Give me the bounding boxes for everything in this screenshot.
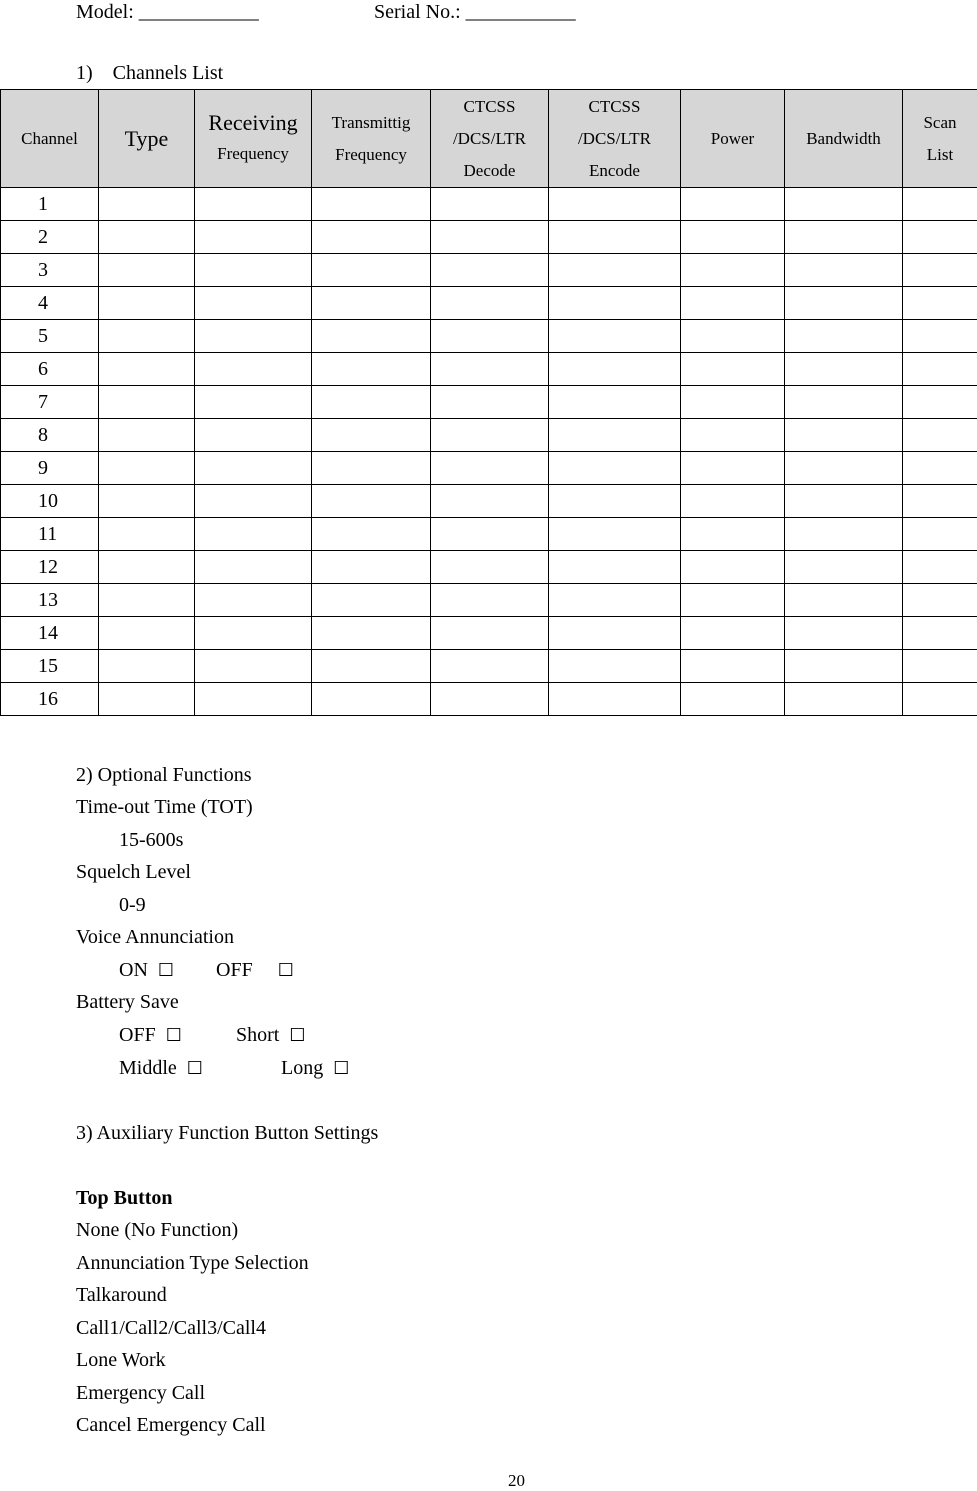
blank-entry-cell[interactable] (312, 650, 431, 683)
battery-off-option (119, 1023, 182, 1048)
table-row (1, 518, 977, 551)
channel-number-cell: 4 (1, 287, 99, 320)
blank-entry-cell[interactable] (99, 287, 195, 320)
blank-entry-cell[interactable] (549, 584, 681, 617)
battery-middle-checkbox[interactable]: ☐ (187, 1058, 203, 1079)
blank-entry-cell[interactable] (312, 551, 431, 584)
blank-entry-cell[interactable] (431, 320, 549, 353)
blank-entry-cell[interactable] (312, 386, 431, 419)
blank-entry-cell[interactable] (549, 518, 681, 551)
channel-number-cell: 16 (1, 683, 99, 716)
voice-on-checkbox[interactable]: ☐ (158, 960, 174, 981)
table-row (1, 254, 977, 287)
tot-label: Time-out Time (TOT) (76, 795, 253, 819)
col-header-power: Power (681, 90, 785, 188)
battery-middle-label: Middle (119, 1057, 177, 1079)
channel-number-cell: 3 (1, 254, 99, 287)
blank-entry-cell[interactable] (785, 518, 903, 551)
blank-entry-cell[interactable] (681, 320, 785, 353)
top-button-option: Lone Work (76, 1348, 166, 1372)
battery-long-option (281, 1056, 349, 1081)
blank-entry-cell[interactable] (99, 320, 195, 353)
channel-number-cell: 15 (1, 650, 99, 683)
blank-entry-cell[interactable] (785, 419, 903, 452)
blank-entry-cell[interactable] (903, 584, 977, 617)
channel-number-cell: 7 (1, 386, 99, 419)
blank-entry-cell[interactable] (549, 221, 681, 254)
channel-number-cell: 1 (1, 188, 99, 221)
blank-entry-cell[interactable] (681, 683, 785, 716)
blank-entry-cell[interactable] (431, 452, 549, 485)
blank-entry-cell[interactable] (549, 320, 681, 353)
blank-entry-cell[interactable] (549, 551, 681, 584)
top-button-option: Emergency Call (76, 1381, 205, 1405)
battery-short-label: Short (236, 1024, 279, 1046)
blank-entry-cell[interactable] (312, 320, 431, 353)
channel-number-cell: 10 (1, 485, 99, 518)
blank-entry-cell[interactable] (99, 683, 195, 716)
col-header-bandwidth: Bandwidth (785, 90, 903, 188)
optional-functions-title: 2) Optional Functions (76, 763, 252, 787)
blank-entry-cell[interactable] (312, 254, 431, 287)
table-row (1, 551, 977, 584)
table-row (1, 584, 977, 617)
blank-entry-cell[interactable] (312, 584, 431, 617)
channel-number-cell: 8 (1, 419, 99, 452)
voice-off-option (216, 958, 294, 983)
top-button-option: Annunciation Type Selection (76, 1251, 309, 1275)
blank-entry-cell[interactable] (903, 353, 977, 386)
blank-entry-cell[interactable] (99, 518, 195, 551)
blank-entry-cell[interactable] (99, 188, 195, 221)
col-header-type: Type (99, 90, 195, 188)
voice-off-checkbox[interactable]: ☐ (278, 960, 294, 981)
table-row (1, 353, 977, 386)
page-number: 20 (508, 1471, 525, 1491)
blank-entry-cell[interactable] (195, 287, 312, 320)
table-row (1, 188, 977, 221)
blank-entry-cell[interactable] (549, 254, 681, 287)
battery-short-checkbox[interactable]: ☐ (289, 1025, 305, 1046)
blank-entry-cell[interactable] (312, 518, 431, 551)
blank-entry-cell[interactable] (903, 188, 977, 221)
blank-entry-cell[interactable] (681, 650, 785, 683)
blank-entry-cell[interactable] (99, 485, 195, 518)
blank-entry-cell[interactable] (785, 353, 903, 386)
blank-entry-cell[interactable] (903, 452, 977, 485)
table-header-row (1, 90, 977, 188)
blank-entry-cell[interactable] (431, 617, 549, 650)
blank-entry-cell[interactable] (99, 353, 195, 386)
blank-entry-cell[interactable] (549, 419, 681, 452)
blank-entry-cell[interactable] (681, 254, 785, 287)
blank-entry-cell[interactable] (681, 287, 785, 320)
channel-number-cell: 9 (1, 452, 99, 485)
blank-entry-cell[interactable] (431, 584, 549, 617)
auxiliary-function-title: 3) Auxiliary Function Button Settings (76, 1121, 378, 1145)
table-row (1, 320, 977, 353)
blank-entry-cell[interactable] (681, 221, 785, 254)
blank-entry-cell[interactable] (99, 221, 195, 254)
blank-entry-cell[interactable] (195, 452, 312, 485)
channels-table (0, 89, 977, 716)
blank-entry-cell[interactable] (195, 617, 312, 650)
blank-entry-cell[interactable] (785, 650, 903, 683)
blank-entry-cell[interactable] (195, 386, 312, 419)
blank-entry-cell[interactable] (903, 518, 977, 551)
table-row (1, 386, 977, 419)
voice-off-label: OFF (216, 959, 253, 981)
blank-entry-cell[interactable] (99, 419, 195, 452)
col-header-channel: Channel (1, 90, 99, 188)
blank-entry-cell[interactable] (312, 683, 431, 716)
table-row (1, 617, 977, 650)
channels-table-body (1, 188, 977, 716)
blank-entry-cell[interactable] (99, 452, 195, 485)
blank-entry-cell[interactable] (681, 551, 785, 584)
blank-entry-cell[interactable] (99, 254, 195, 287)
top-button-heading: Top Button (76, 1186, 173, 1210)
top-button-option: None (No Function) (76, 1218, 238, 1242)
col-header-transmitting-frequency: Transmittig Frequency (312, 90, 431, 188)
blank-entry-cell[interactable] (681, 353, 785, 386)
blank-entry-cell[interactable] (785, 254, 903, 287)
blank-entry-cell[interactable] (903, 320, 977, 353)
blank-entry-cell[interactable] (785, 188, 903, 221)
blank-entry-cell[interactable] (312, 287, 431, 320)
blank-entry-cell[interactable] (195, 419, 312, 452)
blank-entry-cell[interactable] (549, 617, 681, 650)
voice-annunciation-label: Voice Annunciation (76, 925, 234, 949)
blank-entry-cell[interactable] (195, 584, 312, 617)
table-row (1, 452, 977, 485)
blank-entry-cell[interactable] (785, 221, 903, 254)
tot-value: 15-600s (119, 828, 183, 852)
blank-entry-cell[interactable] (903, 551, 977, 584)
blank-entry-cell[interactable] (903, 650, 977, 683)
channel-number-cell: 2 (1, 221, 99, 254)
blank-entry-cell[interactable] (785, 584, 903, 617)
voice-on-label: ON (119, 959, 148, 981)
top-button-option: Call1/Call2/Call3/Call4 (76, 1316, 266, 1340)
top-button-option: Talkaround (76, 1283, 167, 1307)
blank-entry-cell[interactable] (312, 452, 431, 485)
table-row (1, 287, 977, 320)
channel-number-cell: 6 (1, 353, 99, 386)
blank-entry-cell[interactable] (195, 518, 312, 551)
top-button-option: Cancel Emergency Call (76, 1413, 266, 1437)
blank-entry-cell[interactable] (99, 650, 195, 683)
blank-entry-cell[interactable] (903, 221, 977, 254)
blank-entry-cell[interactable] (431, 485, 549, 518)
channel-number-cell: 5 (1, 320, 99, 353)
col-header-scan-list: Scan List (903, 90, 977, 188)
blank-entry-cell[interactable] (681, 452, 785, 485)
battery-off-label: OFF (119, 1024, 156, 1046)
channel-number-cell: 14 (1, 617, 99, 650)
blank-entry-cell[interactable] (549, 188, 681, 221)
blank-entry-cell[interactable] (681, 518, 785, 551)
blank-entry-cell[interactable] (99, 617, 195, 650)
blank-entry-cell[interactable] (549, 485, 681, 518)
blank-entry-cell[interactable] (431, 518, 549, 551)
blank-entry-cell[interactable] (431, 287, 549, 320)
blank-entry-cell[interactable] (312, 419, 431, 452)
table-row (1, 419, 977, 452)
channel-number-cell: 12 (1, 551, 99, 584)
battery-off-checkbox[interactable]: ☐ (166, 1025, 182, 1046)
blank-entry-cell[interactable] (785, 320, 903, 353)
model-field-label: Model: ____________ (76, 0, 259, 24)
blank-entry-cell[interactable] (785, 683, 903, 716)
blank-entry-cell[interactable] (903, 419, 977, 452)
blank-entry-cell[interactable] (785, 551, 903, 584)
blank-entry-cell[interactable] (431, 188, 549, 221)
squelch-value: 0-9 (119, 893, 146, 917)
blank-entry-cell[interactable] (195, 353, 312, 386)
blank-entry-cell[interactable] (195, 683, 312, 716)
blank-entry-cell[interactable] (681, 188, 785, 221)
blank-entry-cell[interactable] (549, 650, 681, 683)
blank-entry-cell[interactable] (312, 188, 431, 221)
blank-entry-cell[interactable] (195, 551, 312, 584)
blank-entry-cell[interactable] (99, 584, 195, 617)
blank-entry-cell[interactable] (681, 584, 785, 617)
blank-entry-cell[interactable] (312, 485, 431, 518)
serial-number-field-label: Serial No.: ___________ (374, 0, 576, 24)
blank-entry-cell[interactable] (785, 386, 903, 419)
blank-entry-cell[interactable] (681, 386, 785, 419)
battery-middle-option (119, 1056, 203, 1081)
channels-list-title: 1) Channels List (76, 61, 223, 85)
col-header-receiving-frequency: Receiving Frequency (195, 90, 312, 188)
table-row (1, 650, 977, 683)
blank-entry-cell[interactable] (785, 617, 903, 650)
blank-entry-cell[interactable] (903, 254, 977, 287)
col-header-decode: CTCSS /DCS/LTR Decode (431, 90, 549, 188)
blank-entry-cell[interactable] (549, 353, 681, 386)
blank-entry-cell[interactable] (903, 386, 977, 419)
battery-save-label: Battery Save (76, 990, 179, 1014)
blank-entry-cell[interactable] (549, 452, 681, 485)
battery-short-option (236, 1023, 305, 1048)
blank-entry-cell[interactable] (549, 287, 681, 320)
blank-entry-cell[interactable] (195, 221, 312, 254)
blank-entry-cell[interactable] (99, 551, 195, 584)
blank-entry-cell[interactable] (431, 683, 549, 716)
channel-number-cell: 13 (1, 584, 99, 617)
blank-entry-cell[interactable] (903, 287, 977, 320)
blank-entry-cell[interactable] (681, 419, 785, 452)
blank-entry-cell[interactable] (431, 221, 549, 254)
blank-entry-cell[interactable] (431, 551, 549, 584)
blank-entry-cell[interactable] (431, 254, 549, 287)
blank-entry-cell[interactable] (785, 452, 903, 485)
blank-entry-cell[interactable] (903, 485, 977, 518)
blank-entry-cell[interactable] (903, 617, 977, 650)
blank-entry-cell[interactable] (785, 485, 903, 518)
blank-entry-cell[interactable] (195, 320, 312, 353)
blank-entry-cell[interactable] (195, 485, 312, 518)
blank-entry-cell[interactable] (312, 617, 431, 650)
blank-entry-cell[interactable] (195, 650, 312, 683)
battery-long-label: Long (281, 1057, 323, 1079)
col-header-encode: CTCSS /DCS/LTR Encode (549, 90, 681, 188)
blank-entry-cell[interactable] (99, 386, 195, 419)
blank-entry-cell[interactable] (903, 683, 977, 716)
blank-entry-cell[interactable] (549, 683, 681, 716)
table-row (1, 485, 977, 518)
blank-entry-cell[interactable] (312, 221, 431, 254)
blank-entry-cell[interactable] (195, 188, 312, 221)
table-row (1, 221, 977, 254)
blank-entry-cell[interactable] (431, 419, 549, 452)
blank-entry-cell[interactable] (549, 386, 681, 419)
blank-entry-cell[interactable] (195, 254, 312, 287)
voice-on-option (119, 958, 174, 983)
blank-entry-cell[interactable] (681, 617, 785, 650)
blank-entry-cell[interactable] (681, 485, 785, 518)
blank-entry-cell[interactable] (431, 353, 549, 386)
battery-long-checkbox[interactable]: ☐ (333, 1058, 349, 1079)
squelch-label: Squelch Level (76, 860, 191, 884)
table-row (1, 683, 977, 716)
blank-entry-cell[interactable] (431, 386, 549, 419)
channel-number-cell: 11 (1, 518, 99, 551)
blank-entry-cell[interactable] (312, 353, 431, 386)
blank-entry-cell[interactable] (431, 650, 549, 683)
blank-entry-cell[interactable] (785, 287, 903, 320)
